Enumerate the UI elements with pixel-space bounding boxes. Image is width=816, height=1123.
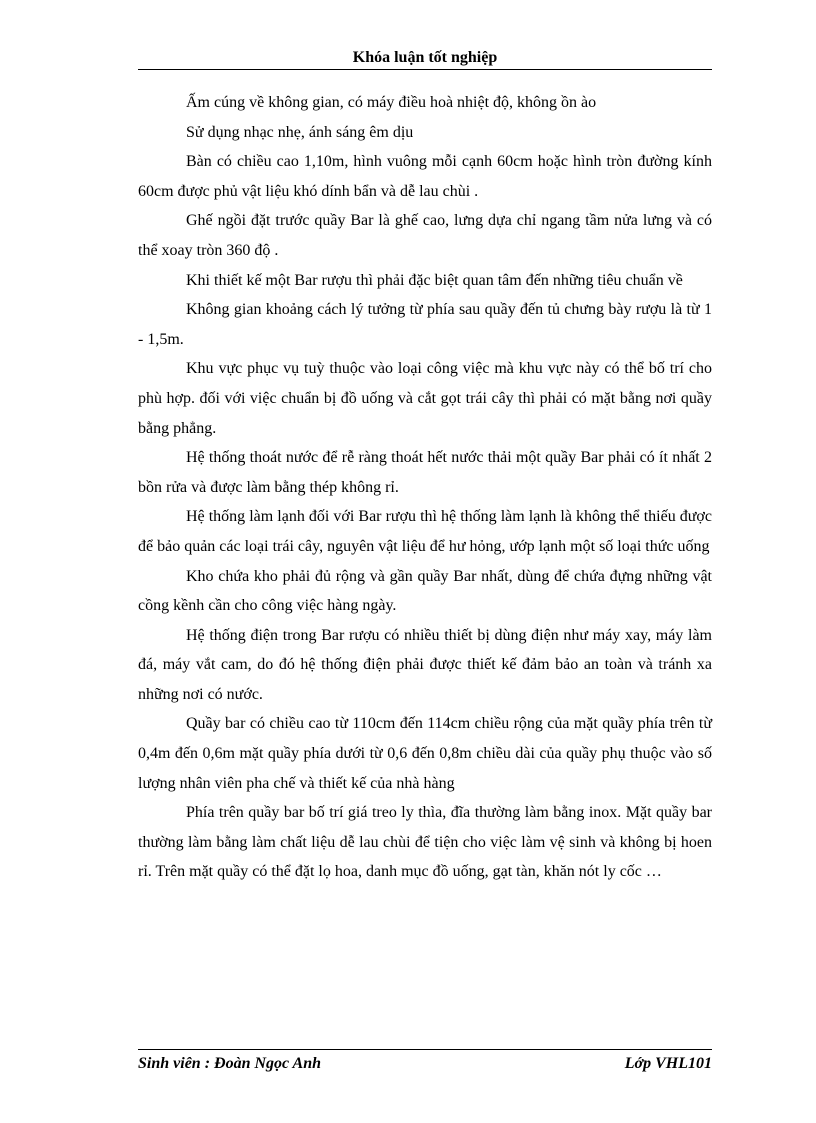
footer-class: Lớp VHL101 bbox=[624, 1055, 712, 1072]
paragraph: Ấm cúng về không gian, có máy điều hoà nhiệt độ, không ồn ào bbox=[186, 94, 597, 111]
footer-divider bbox=[138, 1049, 712, 1050]
paragraph: Hệ thống làm lạnh đối với Bar rượu thì hệ thống làm lạnh là không thể thiếu được để bảo quản các loại trái cây, nguyên vật liệu để hư hỏng, ướp lạnh một số loại thức uống bbox=[138, 508, 712, 555]
paragraph: Bàn có chiều cao 1,10m, hình vuông mỗi cạnh 60cm hoặc hình tròn đường kính 60cm được phủ vật liệu khó dính bẩn và dễ lau chùi . bbox=[138, 153, 712, 200]
page-header-title: Khóa luận tốt nghiệp bbox=[352, 49, 498, 66]
paragraph: Khi thiết kế một Bar rượu thì phải đặc biệt quan tâm đến những tiêu chuẩn về bbox=[186, 271, 683, 289]
paragraph: Hệ thống điện trong Bar rượu có nhiều thiết bị dùng điện như máy xay, máy làm đá, máy vắt cam, do đó hệ thống điện phải được thiết kế đảm bảo an toàn và tránh xa những nơi có nước. bbox=[138, 626, 712, 703]
paragraph: Kho chứa kho phải đủ rộng và gần quầy Bar nhất, dùng để chứa đựng những vật cồng kềnh cần cho công việc hàng ngày. bbox=[138, 567, 712, 615]
paragraph: Khu vực phục vụ tuỳ thuộc vào loại công việc mà khu vực này có thể bố trí cho phù hợp. đối với việc chuẩn bị đồ uống và cắt gọt trái cây thì phải có mặt bằng nơi quầy bằng phẳng. bbox=[138, 360, 712, 437]
paragraph: Hệ thống thoát nước để rễ ràng thoát hết nước thải một quầy Bar phải có ít nhất 2 bồn rửa và được làm bằng thép không rỉ. bbox=[138, 449, 712, 496]
header-divider bbox=[138, 69, 712, 70]
paragraph: Phía trên quầy bar bố trí giá treo ly thìa, đĩa thường làm bằng inox. Mặt quầy bar thường làm bằng làm chất liệu dễ lau chùi để tiện cho việc làm vệ sinh và không bị hoen rỉ. Trên mặt quầy có thể đặt lọ hoa, danh mục đồ uống, gạt tàn, khăn nót ly cốc … bbox=[138, 804, 712, 881]
paragraph: Không gian khoảng cách lý tưởng từ phía sau quầy đến tủ chưng bày rượu là từ 1 - 1,5m. bbox=[138, 301, 712, 348]
paragraph: Sử dụng nhạc nhẹ, ánh sáng êm dịu bbox=[186, 123, 414, 141]
paragraph: Quầy bar có chiều cao từ 110cm đến 114cm chiều rộng của mặt quầy phía trên từ 0,4m đến 0,6m mặt quầy phía dưới từ 0,6 đến 0,8m chiều dài của quầy phụ thuộc vào số lượng nhân viên pha chế và thiết kế của nhà hàng bbox=[138, 715, 712, 792]
document-body bbox=[138, 88, 712, 887]
paragraph: Ghế ngồi đặt trước quầy Bar là ghế cao, lưng dựa chỉ ngang tầm nửa lưng và có thể xoay tròn 360 độ . bbox=[138, 212, 712, 259]
footer-student-name: Sinh viên : Đoàn Ngọc Anh bbox=[138, 1055, 321, 1072]
